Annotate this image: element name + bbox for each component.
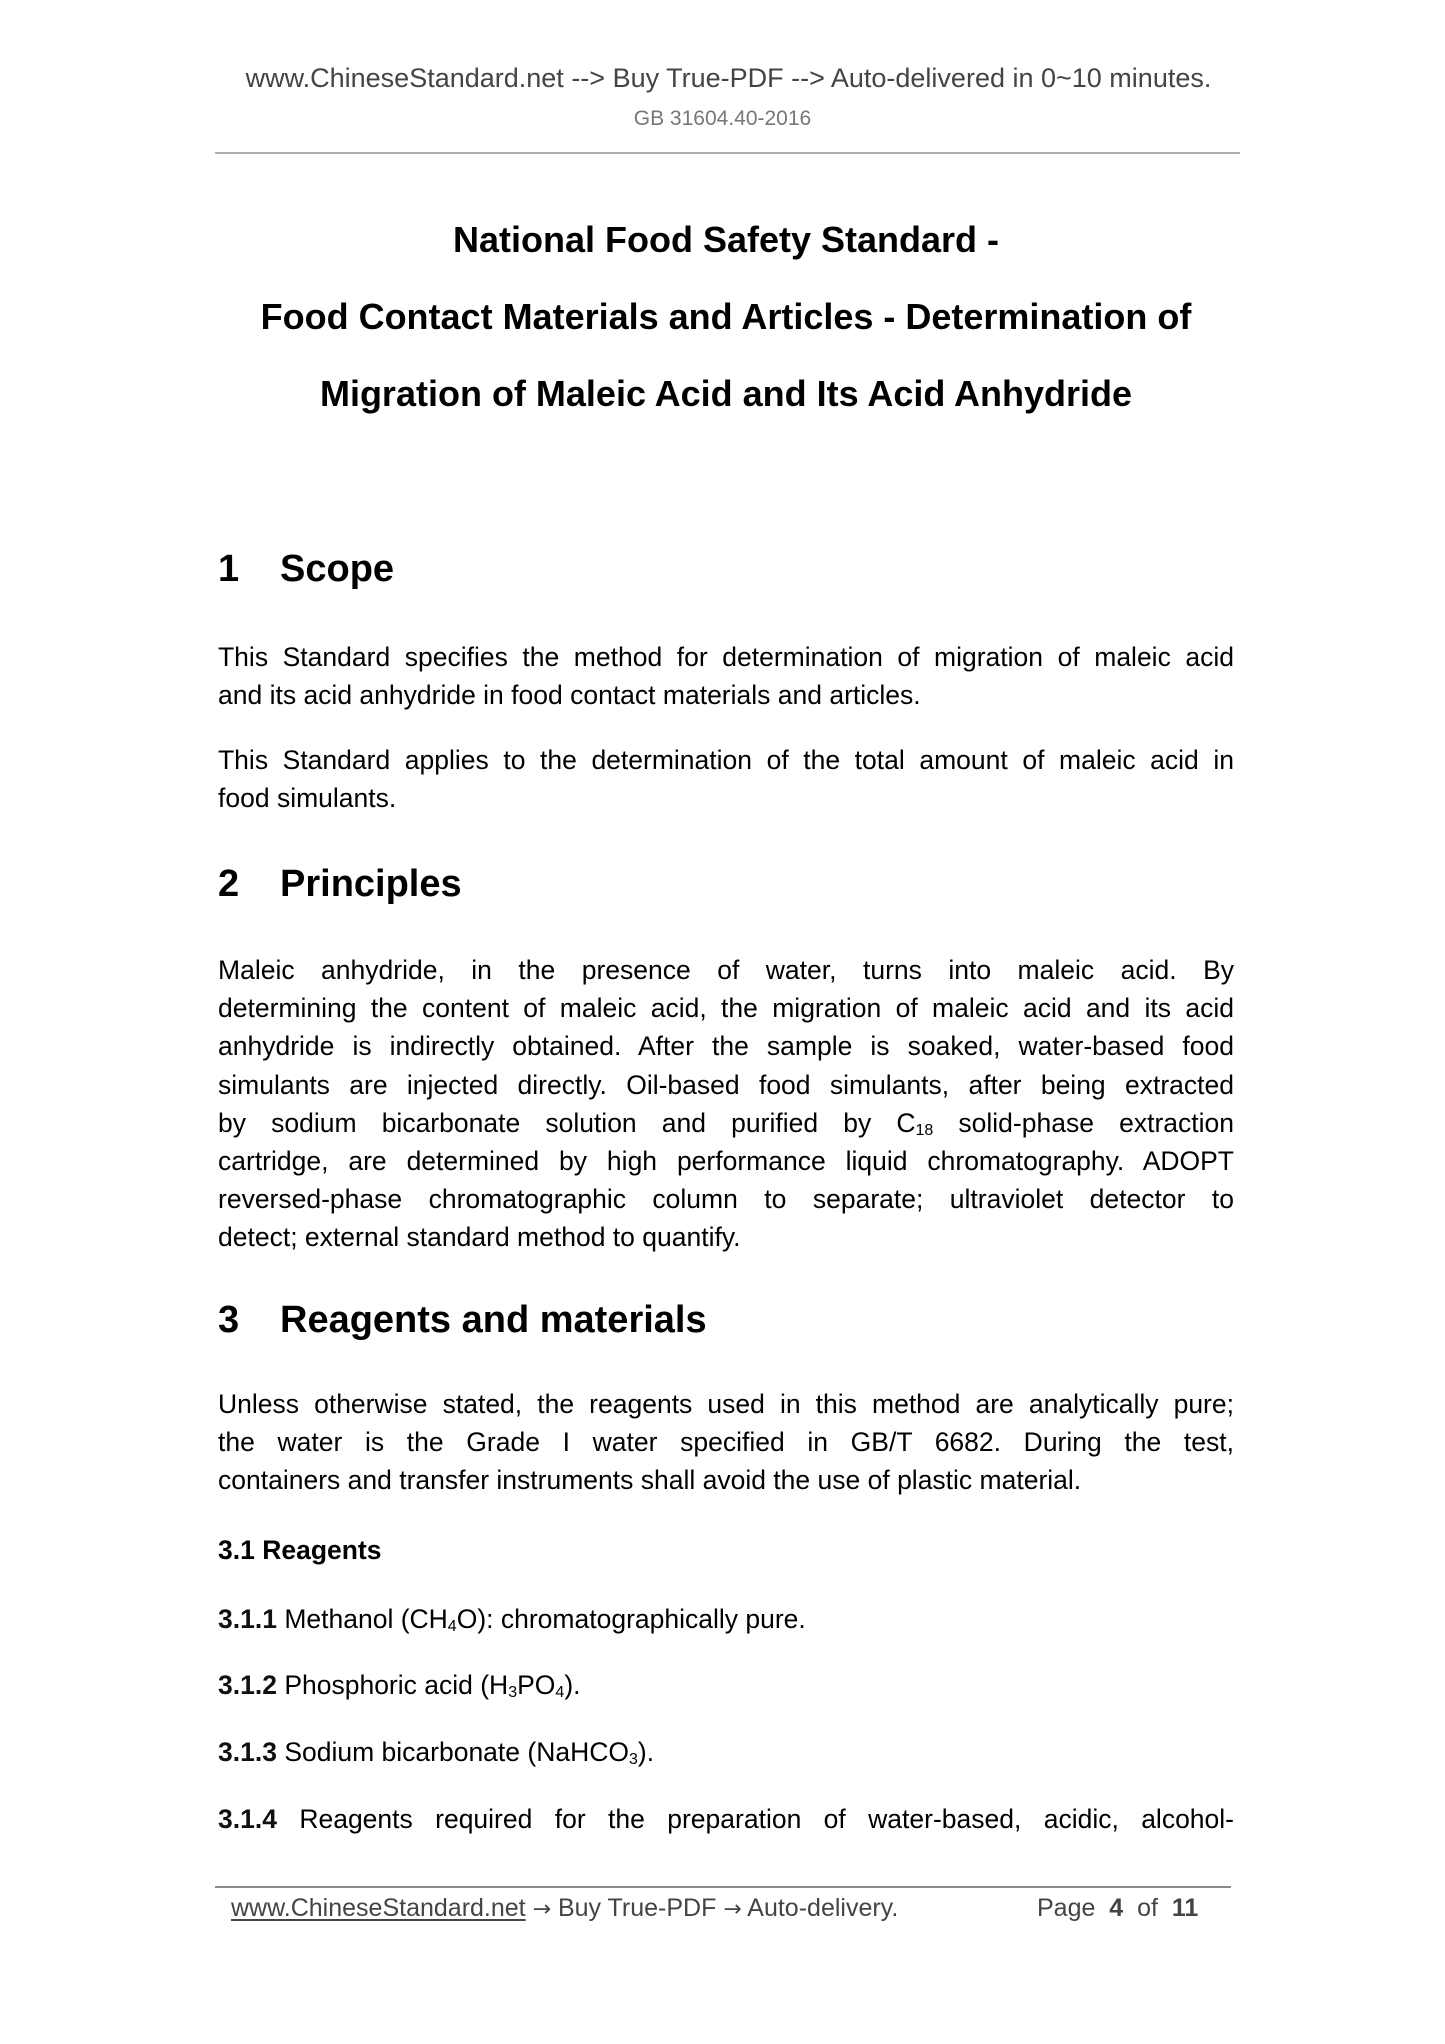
footer-buy-text: Buy True-PDF (551, 1894, 724, 1922)
reagent-item-methanol (218, 1603, 1234, 1640)
section-title: Reagents and materials (280, 1299, 707, 1341)
reagent-item-phosphoric-acid (218, 1669, 1234, 1706)
text-line: This Standard specifies the method for determination of migration of maleic acid (218, 642, 1234, 672)
page-total: 11 (1171, 1894, 1199, 1922)
text-line: This Standard applies to the determination of the total amount of maleic acid in (218, 745, 1234, 775)
subscript: 3 (508, 1684, 518, 1701)
scope-paragraph-1 (218, 638, 1234, 714)
section-heading-principles (218, 862, 462, 906)
text-run: PO (517, 1670, 556, 1700)
text-run: Phosphoric acid (H (276, 1670, 509, 1700)
document-title-line-1: National Food Safety Standard - (452, 219, 1000, 260)
document-title-line-3: Migration of Maleic Acid and Its Acid Anhydride (319, 373, 1133, 414)
reagent-item-simulant-reagents (218, 1803, 1234, 1835)
scope-paragraph-2 (218, 741, 1234, 817)
text-line: food simulants. (218, 783, 397, 814)
footer-site-link[interactable]: www.ChineseStandard.net (231, 1894, 526, 1922)
of-label: of (1137, 1894, 1158, 1922)
text-line: the water is the Grade I water specified in GB/T 6682. During the test, (218, 1427, 1234, 1458)
text-line: anhydride is indirectly obtained. After the sample is soaked, water-based food (218, 1031, 1234, 1062)
subscript: 4 (447, 1618, 457, 1635)
item-number: 3.1.4 (218, 1804, 277, 1834)
standard-code: GB 31604.40-2016 (633, 107, 812, 130)
section-number: 3 (218, 1299, 240, 1341)
text-run: ). (564, 1670, 581, 1700)
text-line: cartridge, are determined by high performance liquid chromatography. ADOPT (218, 1145, 1234, 1176)
text-line: Unless otherwise stated, the reagents used in this method are analytically pure; (218, 1389, 1234, 1419)
text-line: detect; external standard method to quantify. (218, 1222, 741, 1253)
arrow-right-icon: → (532, 1897, 552, 1922)
section-heading-reagents-materials (218, 1298, 707, 1342)
item-number: 3.1.2 (218, 1670, 277, 1700)
text-line (218, 1104, 1234, 1142)
section-heading-scope (218, 547, 394, 591)
header-banner: www.ChineseStandard.net --> Buy True-PDF --> Auto-delivered in 0~10 minutes. (245, 63, 1212, 93)
text-run: O): chromatographically pure. (456, 1604, 806, 1634)
text-line: Maleic anhydride, in the presence of water, turns into maleic acid. By (218, 955, 1234, 985)
text-run: Sodium bicarbonate (NaHCO (276, 1737, 629, 1767)
footer-promo (231, 1893, 898, 1925)
text-line: and its acid anhydride in food contact materials and articles. (218, 680, 921, 711)
reagent-item-sodium-bicarbonate (218, 1736, 1234, 1773)
text-run: ). (637, 1737, 655, 1767)
subsection-heading-reagents: 3.1 Reagents (218, 1535, 382, 1565)
principles-paragraph (218, 951, 1234, 1257)
text-line: containers and transfer instruments shall avoid the use of plastic material. (218, 1465, 1082, 1496)
text-run: Reagents required for the preparation of water-based, acidic, alcohol- (276, 1804, 1234, 1834)
text-line: reversed-phase chromatographic column to separate; ultraviolet detector to (218, 1184, 1234, 1215)
section-number: 1 (218, 548, 240, 590)
section-title: Principles (280, 863, 462, 905)
document-title-line-2: Food Contact Materials and Articles - Determination of (260, 296, 1192, 337)
subscript: 3 (628, 1751, 638, 1768)
header-divider (215, 152, 1240, 154)
footer-delivery-text: Auto-delivery. (741, 1894, 899, 1922)
subscript: 4 (555, 1684, 565, 1701)
text-run: by sodium bicarbonate solution and purified by C (218, 1107, 916, 1138)
page-label: Page (1037, 1894, 1096, 1922)
item-number: 3.1.3 (218, 1737, 277, 1767)
text-line: simulants are injected directly. Oil-based food simulants, after being extracted (218, 1069, 1234, 1100)
section-number: 2 (218, 863, 240, 905)
footer-divider (215, 1886, 1231, 1888)
subscript: 18 (915, 1121, 934, 1139)
section-title: Scope (280, 548, 395, 590)
page-indicator (1037, 1893, 1198, 1923)
text-line: determining the content of maleic acid, the migration of maleic acid and its acid (218, 993, 1234, 1024)
text-run: Methanol (CH (276, 1604, 448, 1634)
text-run: solid-phase extraction (933, 1107, 1234, 1138)
reagents-intro-paragraph (218, 1385, 1234, 1500)
arrow-right-icon: → (723, 1897, 742, 1922)
page-current: 4 (1109, 1894, 1124, 1922)
item-number: 3.1.1 (218, 1604, 277, 1634)
